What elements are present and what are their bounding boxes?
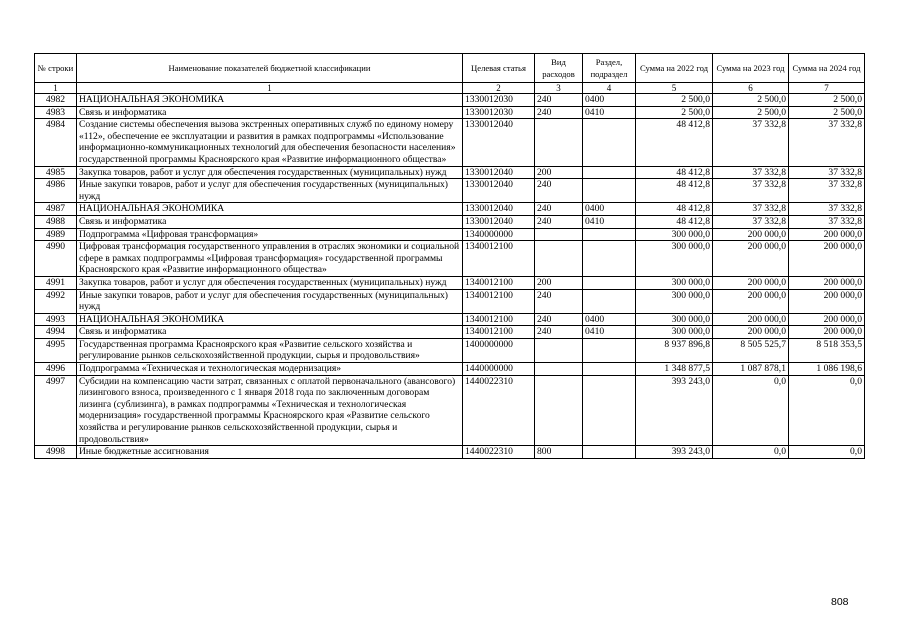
- row-number: 4997: [35, 375, 77, 446]
- sum-2022: 2 500,0: [636, 106, 713, 119]
- section-code: 0400: [583, 94, 636, 107]
- sum-2022: 300 000,0: [636, 241, 713, 277]
- column-number: 6: [713, 83, 789, 94]
- sum-2024: 8 518 353,5: [789, 338, 865, 362]
- sum-2022: 393 243,0: [636, 446, 713, 459]
- expense-type: 240: [535, 215, 583, 228]
- target-code: 1440022310: [463, 446, 535, 459]
- expense-type: 240: [535, 94, 583, 107]
- section-code: 0410: [583, 326, 636, 339]
- sum-2022: 2 500,0: [636, 94, 713, 107]
- target-code: 1440000000: [463, 363, 535, 376]
- indicator-name: Создание системы обеспечения вызова экстренных оперативных служб по единому номеру «112», обеспечение ее эксплуатации и развития в рамках подпрограммы «Использование информационно-коммуникационных технологий для обеспечения безопасности населения» государственной программы Красноярского края «Развитие информационного общества»: [77, 119, 463, 166]
- section-code: [583, 375, 636, 446]
- sum-2023: 37 332,8: [713, 166, 789, 179]
- row-number: 4991: [35, 276, 77, 289]
- row-number: 4996: [35, 363, 77, 376]
- column-number: 7: [789, 83, 865, 94]
- sum-2022: 48 412,8: [636, 119, 713, 166]
- sum-2024: 200 000,0: [789, 228, 865, 241]
- section-code: [583, 446, 636, 459]
- expense-type: 800: [535, 446, 583, 459]
- header-type: Вид расходов: [535, 54, 583, 83]
- sum-2024: 2 500,0: [789, 94, 865, 107]
- sum-2023: 200 000,0: [713, 276, 789, 289]
- table-row: [35, 241, 865, 277]
- sum-2023: 37 332,8: [713, 119, 789, 166]
- sum-2024: 0,0: [789, 375, 865, 446]
- row-number: 4992: [35, 289, 77, 313]
- sum-2024: 200 000,0: [789, 326, 865, 339]
- target-code: 1330012040: [463, 203, 535, 216]
- column-number-row: [35, 83, 865, 94]
- column-number: 1: [35, 83, 77, 94]
- table-row: [35, 215, 865, 228]
- expense-type: [535, 375, 583, 446]
- sum-2022: 48 412,8: [636, 215, 713, 228]
- sum-2024: 0,0: [789, 446, 865, 459]
- table-row: [35, 289, 865, 313]
- row-number: 4988: [35, 215, 77, 228]
- sum-2023: 2 500,0: [713, 94, 789, 107]
- row-number: 4990: [35, 241, 77, 277]
- indicator-name: Связь и информатика: [77, 215, 463, 228]
- table-row: [35, 106, 865, 119]
- section-code: [583, 228, 636, 241]
- column-number: 1: [77, 83, 463, 94]
- column-number: 3: [535, 83, 583, 94]
- target-code: 1400000000: [463, 338, 535, 362]
- section-code: [583, 363, 636, 376]
- target-code: 1340012100: [463, 326, 535, 339]
- target-code: 1340012100: [463, 241, 535, 277]
- header-sum-2023: Сумма на 2023 год: [713, 54, 789, 83]
- sum-2024: 200 000,0: [789, 241, 865, 277]
- indicator-name: Иные бюджетные ассигнования: [77, 446, 463, 459]
- sum-2022: 300 000,0: [636, 326, 713, 339]
- target-code: 1440022310: [463, 375, 535, 446]
- sum-2024: 200 000,0: [789, 289, 865, 313]
- table-row: [35, 94, 865, 107]
- section-code: [583, 338, 636, 362]
- target-code: 1340012100: [463, 276, 535, 289]
- sum-2022: 300 000,0: [636, 276, 713, 289]
- section-code: [583, 119, 636, 166]
- row-number: 4985: [35, 166, 77, 179]
- page-number: 808: [831, 596, 849, 608]
- expense-type: [535, 119, 583, 166]
- target-code: 1330012040: [463, 119, 535, 166]
- sum-2022: 393 243,0: [636, 375, 713, 446]
- sum-2023: 1 087 878,1: [713, 363, 789, 376]
- table-row: [35, 276, 865, 289]
- row-number: 4998: [35, 446, 77, 459]
- row-number: 4994: [35, 326, 77, 339]
- expense-type: [535, 363, 583, 376]
- indicator-name: Закупка товаров, работ и услуг для обеспечения государственных (муниципальных) нужд: [77, 276, 463, 289]
- budget-table: [34, 53, 865, 459]
- expense-type: 240: [535, 313, 583, 326]
- sum-2024: 37 332,8: [789, 179, 865, 203]
- expense-type: 200: [535, 276, 583, 289]
- table-row: [35, 375, 865, 446]
- row-number: 4993: [35, 313, 77, 326]
- target-code: 1330012030: [463, 94, 535, 107]
- sum-2023: 8 505 525,7: [713, 338, 789, 362]
- sum-2022: 48 412,8: [636, 179, 713, 203]
- column-number: 5: [636, 83, 713, 94]
- expense-type: [535, 241, 583, 277]
- target-code: 1340012100: [463, 289, 535, 313]
- sum-2023: 2 500,0: [713, 106, 789, 119]
- section-code: [583, 289, 636, 313]
- header-row-no: № строки: [35, 54, 77, 83]
- sum-2023: 37 332,8: [713, 203, 789, 216]
- table-row: [35, 446, 865, 459]
- row-number: 4986: [35, 179, 77, 203]
- target-code: 1330012040: [463, 179, 535, 203]
- indicator-name: Цифровая трансформация государственного управления в отраслях экономики и социальной сфере в рамках подпрограммы «Цифровая трансформация» государственной программы Красноярского края «Развитие информационного общества»: [77, 241, 463, 277]
- expense-type: 240: [535, 289, 583, 313]
- sum-2023: 0,0: [713, 375, 789, 446]
- sum-2024: 2 500,0: [789, 106, 865, 119]
- target-code: 1340012100: [463, 313, 535, 326]
- header-sum-2022: Сумма на 2022 год: [636, 54, 713, 83]
- row-number: 4984: [35, 119, 77, 166]
- target-code: 1330012040: [463, 215, 535, 228]
- sum-2023: 0,0: [713, 446, 789, 459]
- indicator-name: Связь и информатика: [77, 326, 463, 339]
- section-code: [583, 166, 636, 179]
- sum-2024: 200 000,0: [789, 313, 865, 326]
- sum-2023: 37 332,8: [713, 215, 789, 228]
- section-code: 0410: [583, 106, 636, 119]
- target-code: 1340000000: [463, 228, 535, 241]
- header-sum-2024: Сумма на 2024 год: [789, 54, 865, 83]
- indicator-name: Субсидии на компенсацию части затрат, связанных с оплатой первоначального (авансового) лизингового взноса, произведенного с 1 января 2018 года по заключенным договорам лизинга (сублизинга), в рамках подпрограммы «Техническая и технологическая модернизация» государственной программы Красноярского края «Развитие сельского хозяйства и регулирование рынков сельскохозяйственной продукции, сырья и продовольствия»: [77, 375, 463, 446]
- indicator-name: Иные закупки товаров, работ и услуг для обеспечения государственных (муниципальных) нужд: [77, 179, 463, 203]
- section-code: 0410: [583, 215, 636, 228]
- sum-2023: 200 000,0: [713, 289, 789, 313]
- table-row: [35, 179, 865, 203]
- header-row: [35, 54, 865, 83]
- expense-type: 240: [535, 179, 583, 203]
- indicator-name: НАЦИОНАЛЬНАЯ ЭКОНОМИКА: [77, 313, 463, 326]
- table-row: [35, 203, 865, 216]
- sum-2023: 200 000,0: [713, 326, 789, 339]
- section-code: 0400: [583, 313, 636, 326]
- table-row: [35, 326, 865, 339]
- expense-type: [535, 338, 583, 362]
- row-number: 4982: [35, 94, 77, 107]
- column-number: 4: [583, 83, 636, 94]
- sum-2023: 200 000,0: [713, 228, 789, 241]
- indicator-name: Иные закупки товаров, работ и услуг для обеспечения государственных (муниципальных) нужд: [77, 289, 463, 313]
- indicator-name: Подпрограмма «Техническая и технологическая модернизация»: [77, 363, 463, 376]
- target-code: 1330012040: [463, 166, 535, 179]
- sum-2022: 300 000,0: [636, 289, 713, 313]
- section-code: [583, 241, 636, 277]
- sum-2022: 8 937 896,8: [636, 338, 713, 362]
- header-target: Целевая статья: [463, 54, 535, 83]
- sum-2023: 200 000,0: [713, 313, 789, 326]
- sum-2024: 37 332,8: [789, 166, 865, 179]
- sum-2023: 200 000,0: [713, 241, 789, 277]
- indicator-name: НАЦИОНАЛЬНАЯ ЭКОНОМИКА: [77, 94, 463, 107]
- expense-type: 240: [535, 203, 583, 216]
- indicator-name: Подпрограмма «Цифровая трансформация»: [77, 228, 463, 241]
- indicator-name: НАЦИОНАЛЬНАЯ ЭКОНОМИКА: [77, 203, 463, 216]
- row-number: 4995: [35, 338, 77, 362]
- table-row: [35, 338, 865, 362]
- column-number: 2: [463, 83, 535, 94]
- indicator-name: Закупка товаров, работ и услуг для обеспечения государственных (муниципальных) нужд: [77, 166, 463, 179]
- table-row: [35, 363, 865, 376]
- sum-2024: 37 332,8: [789, 215, 865, 228]
- row-number: 4983: [35, 106, 77, 119]
- section-code: [583, 179, 636, 203]
- sum-2024: 200 000,0: [789, 276, 865, 289]
- sum-2022: 1 348 877,5: [636, 363, 713, 376]
- expense-type: 240: [535, 106, 583, 119]
- section-code: [583, 276, 636, 289]
- indicator-name: Связь и информатика: [77, 106, 463, 119]
- table-row: [35, 166, 865, 179]
- header-name: Наименование показателей бюджетной классификации: [77, 54, 463, 83]
- table-row: [35, 228, 865, 241]
- sum-2023: 37 332,8: [713, 179, 789, 203]
- header-section: Раздел, подраздел: [583, 54, 636, 83]
- table-row: [35, 119, 865, 166]
- table-row: [35, 313, 865, 326]
- sum-2022: 48 412,8: [636, 166, 713, 179]
- sum-2024: 37 332,8: [789, 119, 865, 166]
- row-number: 4987: [35, 203, 77, 216]
- target-code: 1330012030: [463, 106, 535, 119]
- sum-2024: 1 086 198,6: [789, 363, 865, 376]
- indicator-name: Государственная программа Красноярского края «Развитие сельского хозяйства и регулирование рынков сельскохозяйственной продукции, сырья и продовольствия»: [77, 338, 463, 362]
- sum-2022: 300 000,0: [636, 228, 713, 241]
- section-code: 0400: [583, 203, 636, 216]
- sum-2024: 37 332,8: [789, 203, 865, 216]
- sum-2022: 48 412,8: [636, 203, 713, 216]
- row-number: 4989: [35, 228, 77, 241]
- expense-type: 240: [535, 326, 583, 339]
- expense-type: 200: [535, 166, 583, 179]
- expense-type: [535, 228, 583, 241]
- sum-2022: 300 000,0: [636, 313, 713, 326]
